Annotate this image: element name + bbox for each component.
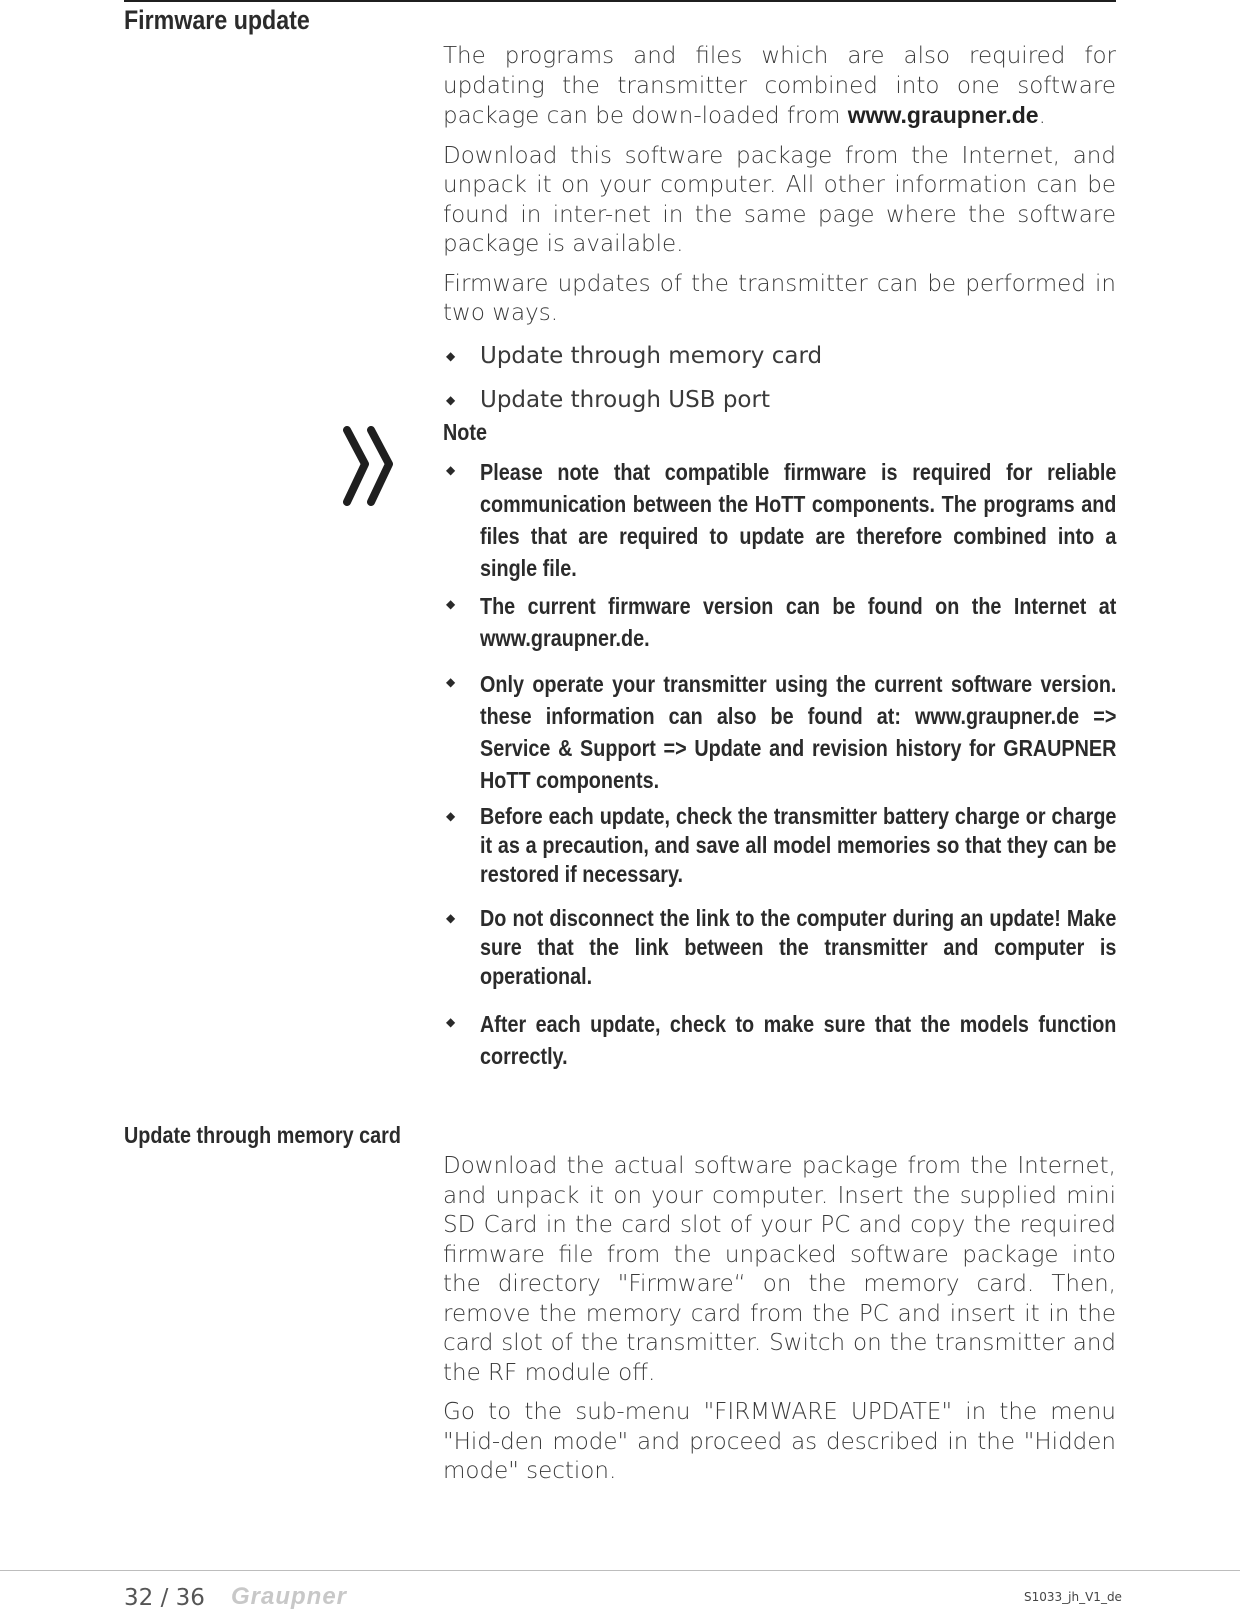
intro-column	[443, 42, 1116, 430]
note-item: ◆ After each update, check to make sure that the models function correctly.	[443, 1008, 1116, 1074]
diamond-bullet-icon: ◆	[446, 463, 456, 477]
note-item: ◆ The current firmware version can be found on the Internet at www.graupner.de.	[443, 590, 1116, 656]
diamond-bullet-icon: ◆	[446, 597, 456, 611]
page-number: 32 / 36	[124, 1585, 205, 1611]
note-item: ◆ Do not disconnect the link to the computer during an update! Make sure that the link between the transmitter and computer is operational.	[446, 905, 1117, 989]
subsection-paragraph-2: Go to the sub-menu "FIRMWARE UPDATE" in the menu "Hid-den mode" and proceed as described in the "Hidden mode" section.	[443, 1399, 1116, 1484]
subsection-title: Update through memory card	[124, 1122, 401, 1148]
list-item: ◆ Update through USB port	[446, 386, 770, 413]
section-title: Firmware update	[124, 5, 310, 35]
footer-rule	[0, 1570, 1240, 1571]
note-title: Note	[443, 419, 487, 445]
graupner-logo: Graupner	[231, 1583, 348, 1610]
diamond-bullet-icon: ◆	[446, 675, 456, 689]
note-item: ◆ Before each update, check the transmitter battery charge or charge it as a precaution, and save all model memories so that they can be restored if necessary.	[446, 803, 1117, 887]
subsection-paragraph-1: Download the actual software package from the Internet, and unpack it on your computer. Insert the supplied mini SD Card in the card slot of your PC and copy the required firmware file from the unpacked software package into the directory "Firmware“ on the memory card. Then, remove the memory card from the PC and insert it in the card slot of the transmitter. Switch on the transmitter and the RF module off.	[443, 1153, 1116, 1386]
list-item: ◆ Update through memory card	[446, 342, 823, 369]
graupner-link[interactable]: www.graupner.de	[847, 102, 1039, 128]
document-id: S1033_jh_V1_de	[1024, 1590, 1122, 1604]
intro-paragraph-2: Download this software package from the Internet, and unpack it on your computer. All other information can be found in inter-net in the same page where the software package is available.	[443, 142, 1116, 257]
note-column	[443, 456, 1116, 1086]
intro-paragraph-3: Firmware updates of the transmitter can be performed in two ways.	[443, 270, 1116, 326]
intro-paragraph-1: The programs and files which are also required for updating the transmitter combined into one software package can be down-loaded from www.graupner.de.	[443, 43, 1116, 129]
note-list	[443, 456, 1116, 1074]
diamond-bullet-icon: ◆	[446, 809, 456, 823]
subsection-column	[443, 1152, 1116, 1497]
note-item: ◆ Please note that compatible firmware is required for reliable communication between the HoTT components. The programs and files that are required to update are therefore combined into a single file.	[443, 456, 1116, 578]
note-item: ◆ Only operate your transmitter using the current software version. these information can also be found at: www.graupner.de => Service & Support => Update and revision history for GRAUPNER HoTT components.	[443, 668, 1116, 790]
diamond-bullet-icon: ◆	[446, 911, 456, 925]
diamond-bullet-icon: ◆	[446, 1015, 456, 1029]
diamond-bullet-icon: ◆	[446, 392, 456, 407]
note-chevrons-icon	[343, 426, 403, 506]
top-rule	[124, 0, 1116, 2]
diamond-bullet-icon: ◆	[446, 348, 456, 363]
update-methods-list	[443, 342, 1116, 415]
